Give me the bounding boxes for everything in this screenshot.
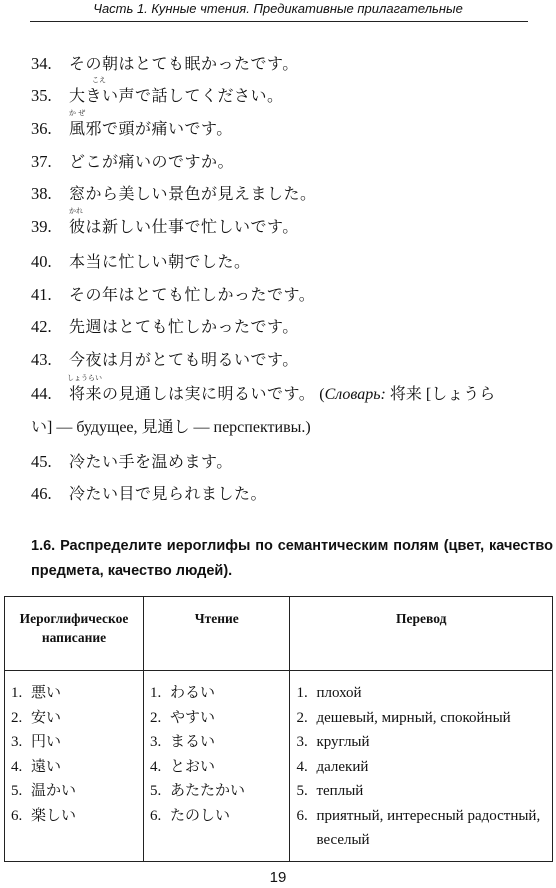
sentence-text: 冷たい手を温めます。: [69, 452, 233, 471]
furigana-35: こえ: [92, 76, 106, 84]
item-number: 5.: [150, 783, 162, 799]
list-item: [144, 804, 289, 829]
item-number: 4.: [150, 758, 162, 775]
item-number: 1.: [150, 685, 162, 701]
sentence-number: 39.: [31, 217, 52, 236]
translation-cell: приятный, интересный радостный, веселый: [316, 807, 541, 848]
item-number: 1.: [296, 685, 308, 701]
kanji-cell: 遠い: [31, 758, 62, 775]
header-writing: Иероглифическое написание: [5, 597, 144, 671]
sentence-37: [31, 152, 551, 172]
reading-cell: たのしい: [170, 807, 231, 824]
item-number: 5.: [11, 783, 23, 799]
item-number: 3.: [150, 734, 162, 750]
reading-cell: とおい: [170, 758, 216, 775]
list-item: [5, 681, 143, 706]
task-heading: 1.6. Распределите иероглифы по семантическим полям (цвет, качество предмета, качество людей).: [31, 538, 553, 579]
sentence-39: [31, 217, 551, 237]
sentence-41: [31, 285, 551, 305]
item-number: 1.: [11, 685, 23, 701]
sentence-text: 先週はとても忙しかったです。: [69, 317, 299, 336]
list-item: [144, 779, 289, 804]
list-item: [5, 706, 143, 731]
note-source: Словарь:: [324, 386, 386, 403]
translation-cell: дешевый, мирный, спокойный: [316, 709, 511, 726]
list-item: [290, 681, 552, 706]
sentence-text: 窓から美しい景色が見えました。: [69, 184, 317, 203]
sentence-38: [31, 184, 551, 204]
sentence-45: [31, 452, 551, 472]
sentence-text: 冷たい目で見られました。: [69, 484, 268, 503]
sentence-text: その年はとても忙しかったです。: [69, 285, 316, 304]
item-number: 5.: [296, 783, 308, 799]
item-number: 2.: [296, 709, 308, 726]
sentence-number: 38.: [31, 184, 52, 203]
reading-cell: まるい: [170, 734, 216, 750]
sentence-number: 34.: [31, 54, 52, 73]
sentence-35: [31, 86, 551, 106]
sentence-number: 35.: [31, 86, 52, 105]
list-item: [290, 706, 552, 731]
reading-column: [144, 671, 290, 862]
kanji-cell: 安い: [31, 709, 62, 726]
note-word: 将来 [しょうら: [389, 386, 496, 403]
sentence-text: 大きい声で話してください。: [69, 86, 284, 105]
sentence-text: 本当に忙しい朝でした。: [69, 252, 251, 271]
item-number: 2.: [150, 709, 162, 726]
item-number: 6.: [11, 807, 23, 824]
translation-cell: круглый: [316, 734, 370, 750]
list-item: [5, 755, 143, 780]
reading-cell: わるい: [170, 685, 216, 701]
translation-cell: теплый: [316, 783, 364, 799]
item-number: 6.: [150, 807, 162, 824]
sentence-number: 43.: [31, 350, 52, 369]
table-body-row: [5, 671, 553, 862]
sentence-number: 46.: [31, 484, 52, 503]
kanji-cell: 悪い: [31, 685, 62, 701]
furigana-39: かれ: [69, 207, 83, 215]
item-number: 3.: [11, 734, 23, 750]
kanji-cell: 楽しい: [31, 807, 77, 824]
vocab-table: [4, 596, 553, 862]
vocab-note: (Словарь: 将来 [しょうら: [315, 386, 496, 403]
sentence-43: [31, 350, 551, 370]
sentence-text: 彼は新しい仕事で忙しいです。: [69, 217, 299, 236]
item-number: 6.: [296, 807, 308, 824]
list-item: [144, 755, 289, 780]
header-reading: Чтение: [144, 597, 290, 671]
translation-column: [290, 671, 553, 862]
header-translation: Перевод: [290, 597, 553, 671]
sentence-number: 37.: [31, 152, 52, 171]
list-item: [290, 755, 552, 780]
list-item: [290, 779, 552, 804]
running-header: Часть 1. Кунные чтения. Предикативные прилагательные: [93, 1, 463, 16]
list-item: [144, 681, 289, 706]
kanji-cell: 円い: [31, 734, 62, 750]
sentence-34: [31, 54, 551, 74]
sentence-text: どこが痛いのですか。: [69, 152, 235, 171]
table-header-row: [5, 597, 553, 671]
sentence-36: [31, 119, 551, 139]
list-item: [5, 779, 143, 804]
sentence-number: 42.: [31, 317, 52, 336]
list-item: [290, 804, 552, 853]
page-number: 19: [269, 869, 287, 886]
item-number: 3.: [296, 734, 308, 750]
sentence-number: 45.: [31, 452, 52, 471]
list-item: [144, 706, 289, 731]
vocab-note-continuation: い] — будущее, 見通し — перспективы.): [31, 419, 311, 436]
translation-cell: далекий: [316, 758, 369, 775]
sentence-44: [31, 384, 551, 405]
kanji-cell: 温かい: [31, 783, 77, 799]
sentence-46: [31, 484, 551, 504]
sentence-40: [31, 252, 551, 272]
item-number: 4.: [11, 758, 23, 775]
list-item: [290, 730, 552, 755]
sentence-text: 今夜は月がとても明るいです。: [69, 350, 299, 369]
sentence-42: [31, 317, 551, 337]
header-rule: [30, 21, 528, 22]
list-item: [144, 730, 289, 755]
list-item: [5, 730, 143, 755]
sentence-number: 44.: [31, 384, 52, 403]
item-number: 4.: [296, 758, 308, 775]
item-number: 2.: [11, 709, 23, 726]
sentence-number: 40.: [31, 252, 52, 271]
sentence-number: 36.: [31, 119, 52, 138]
sentence-text: 将来の見通しは実に明るいです。: [69, 384, 316, 403]
translation-cell: плохой: [316, 685, 362, 701]
sentence-number: 41.: [31, 285, 52, 304]
furigana-36: か ぜ: [69, 109, 86, 117]
sentence-text: 風邪で頭が痛いです。: [69, 119, 233, 138]
reading-cell: あたたかい: [170, 783, 246, 799]
furigana-44: しょうらい: [67, 374, 102, 382]
reading-cell: やすい: [170, 709, 216, 726]
list-item: [5, 804, 143, 829]
sentence-text: その朝はとても眠かったです。: [69, 54, 299, 73]
kanji-column: [5, 671, 144, 862]
